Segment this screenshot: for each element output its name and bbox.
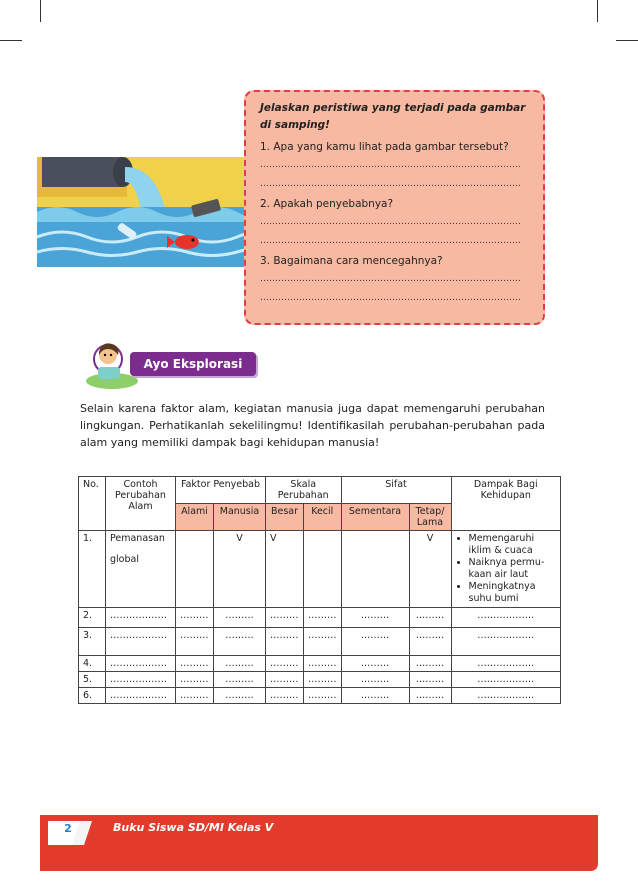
cell-contoh[interactable]: ……………… [106, 628, 176, 656]
subheader-besar: Besar [266, 504, 304, 531]
cell-alami[interactable]: ……… [176, 628, 214, 656]
cell-tetap: V [409, 531, 451, 608]
cell-kecil[interactable]: ……… [304, 656, 342, 672]
cell-no: 6. [79, 688, 106, 704]
cell-alami [176, 531, 214, 608]
cell-tetap[interactable]: ……… [409, 608, 451, 628]
header-contoh: Contoh Perubahan Alam [106, 477, 176, 531]
cell-tetap[interactable]: ……… [409, 656, 451, 672]
cell-manusia[interactable]: ……… [214, 608, 266, 628]
cell-kecil[interactable]: ……… [304, 672, 342, 688]
cell-dampak[interactable]: ……………… [451, 672, 561, 688]
cell-tetap[interactable]: ……… [409, 688, 451, 704]
cell-kecil [304, 531, 342, 608]
cell-alami[interactable]: ……… [176, 688, 214, 704]
cell-no: 1. [79, 531, 106, 608]
cell-contoh[interactable]: ……………… [106, 608, 176, 628]
drain-pipe [42, 157, 122, 187]
cell-no: 4. [79, 656, 106, 672]
cell-manusia[interactable]: ……… [214, 672, 266, 688]
question-3: 3. Bagaimana cara mencegahnya? [260, 255, 443, 267]
cell-sementara[interactable]: ……… [341, 672, 409, 688]
table-row[interactable] [79, 608, 561, 628]
cell-sementara[interactable]: ……… [341, 608, 409, 628]
cell-sementara [341, 531, 409, 608]
cell-manusia[interactable]: ……… [214, 628, 266, 656]
cell-besar[interactable]: ……… [266, 672, 304, 688]
page-number: 2 [64, 822, 72, 835]
cell-manusia[interactable]: ……… [214, 688, 266, 704]
cell-contoh[interactable]: ……………… [106, 656, 176, 672]
cell-besar[interactable]: ……… [266, 656, 304, 672]
identification-table [78, 476, 561, 704]
cell-sementara[interactable]: ……… [341, 688, 409, 704]
crop-mark [0, 40, 22, 41]
cell-no: 5. [79, 672, 106, 688]
cell-contoh-line: global [110, 554, 139, 565]
table-row[interactable] [79, 628, 561, 656]
header-dampak: Dampak Bagi Kehidupan [451, 477, 561, 531]
cell-kecil[interactable]: ……… [304, 628, 342, 656]
cell-manusia: V [214, 531, 266, 608]
cell-no: 3. [79, 628, 106, 656]
cell-besar[interactable]: ……… [266, 608, 304, 628]
cell-alami[interactable]: ……… [176, 672, 214, 688]
cell-contoh[interactable]: ……………… [106, 688, 176, 704]
table-row [79, 531, 561, 608]
cell-contoh[interactable]: ……………… [106, 672, 176, 688]
fish [175, 235, 199, 249]
section-title-badge: Ayo Eksplorasi [130, 352, 256, 376]
answer-line[interactable]: …………………………………………………………………………… [260, 274, 521, 284]
subheader-manusia: Manusia [214, 504, 266, 531]
question-1: 1. Apa yang kamu lihat pada gambar tersebut? [260, 141, 509, 153]
impact-item: • Memengaruhi iklim & cuaca [469, 533, 557, 557]
cell-tetap[interactable]: ……… [409, 672, 451, 688]
header-faktor: Faktor Penyebab [176, 477, 266, 504]
cell-dampak[interactable]: ……………… [451, 688, 561, 704]
cell-kecil[interactable]: ……… [304, 608, 342, 628]
subheader-kecil: Kecil [304, 504, 342, 531]
cell-besar[interactable]: ……… [266, 628, 304, 656]
table-row[interactable] [79, 688, 561, 704]
question-header: Jelaskan peristiwa yang terjadi pada gambar di samping! [260, 102, 526, 131]
question-2: 2. Apakah penyebabnya? [260, 198, 394, 210]
impact-item: • Meningkatnya suhu bumi [469, 581, 557, 605]
cell-alami[interactable]: ……… [176, 608, 214, 628]
cell-dampak[interactable]: ……………… [451, 608, 561, 628]
footer-band [0, 815, 638, 885]
answer-line[interactable]: …………………………………………………………………………… [260, 217, 521, 227]
cell-sementara[interactable]: ……… [341, 628, 409, 656]
answer-line[interactable]: …………………………………………………………………………… [260, 293, 521, 303]
header-no: No. [79, 477, 106, 531]
crop-mark [616, 40, 638, 41]
question-box [244, 90, 545, 325]
cell-sementara[interactable]: ……… [341, 656, 409, 672]
header-skala: Skala Perubahan [266, 477, 342, 504]
subheader-sementara: Sementara [341, 504, 409, 531]
answer-line[interactable]: …………………………………………………………………………… [260, 236, 521, 246]
cell-dampak[interactable]: ……………… [451, 656, 561, 672]
pollution-illustration [37, 157, 260, 267]
table-row[interactable] [79, 656, 561, 672]
crop-mark [40, 0, 41, 22]
impact-item: • Naiknya permu-kaan air laut [469, 557, 557, 581]
subheader-alami: Alami [176, 504, 214, 531]
subheader-tetap: Tetap/ Lama [409, 504, 451, 531]
table-row[interactable] [79, 672, 561, 688]
answer-line[interactable]: …………………………………………………………………………… [260, 160, 521, 170]
crop-mark [597, 0, 598, 22]
cell-besar: V [266, 531, 304, 608]
cell-dampak[interactable]: ……………… [451, 628, 561, 656]
header-sifat: Sifat [341, 477, 451, 504]
intro-paragraph: Selain karena faktor alam, kegiatan manusia juga dapat memengaruhi perubahan lingkungan. Perhatikanlah sekelilingmu! Identifikasilah perubahan-perubahan pada alam yang memiliki dampak bagi kehidupan manusia! [80, 402, 545, 449]
cell-tetap[interactable]: ……… [409, 628, 451, 656]
cell-besar[interactable]: ……… [266, 688, 304, 704]
cell-kecil[interactable]: ……… [304, 688, 342, 704]
cell-manusia[interactable]: ……… [214, 656, 266, 672]
cell-dampak [451, 531, 561, 608]
cell-no: 2. [79, 608, 106, 628]
footer-title: Buku Siswa SD/MI Kelas V [113, 821, 274, 834]
cell-contoh-line: Pemanasan [110, 533, 165, 544]
answer-line[interactable]: …………………………………………………………………………… [260, 179, 521, 189]
cell-contoh [106, 531, 176, 608]
cell-alami[interactable]: ……… [176, 656, 214, 672]
